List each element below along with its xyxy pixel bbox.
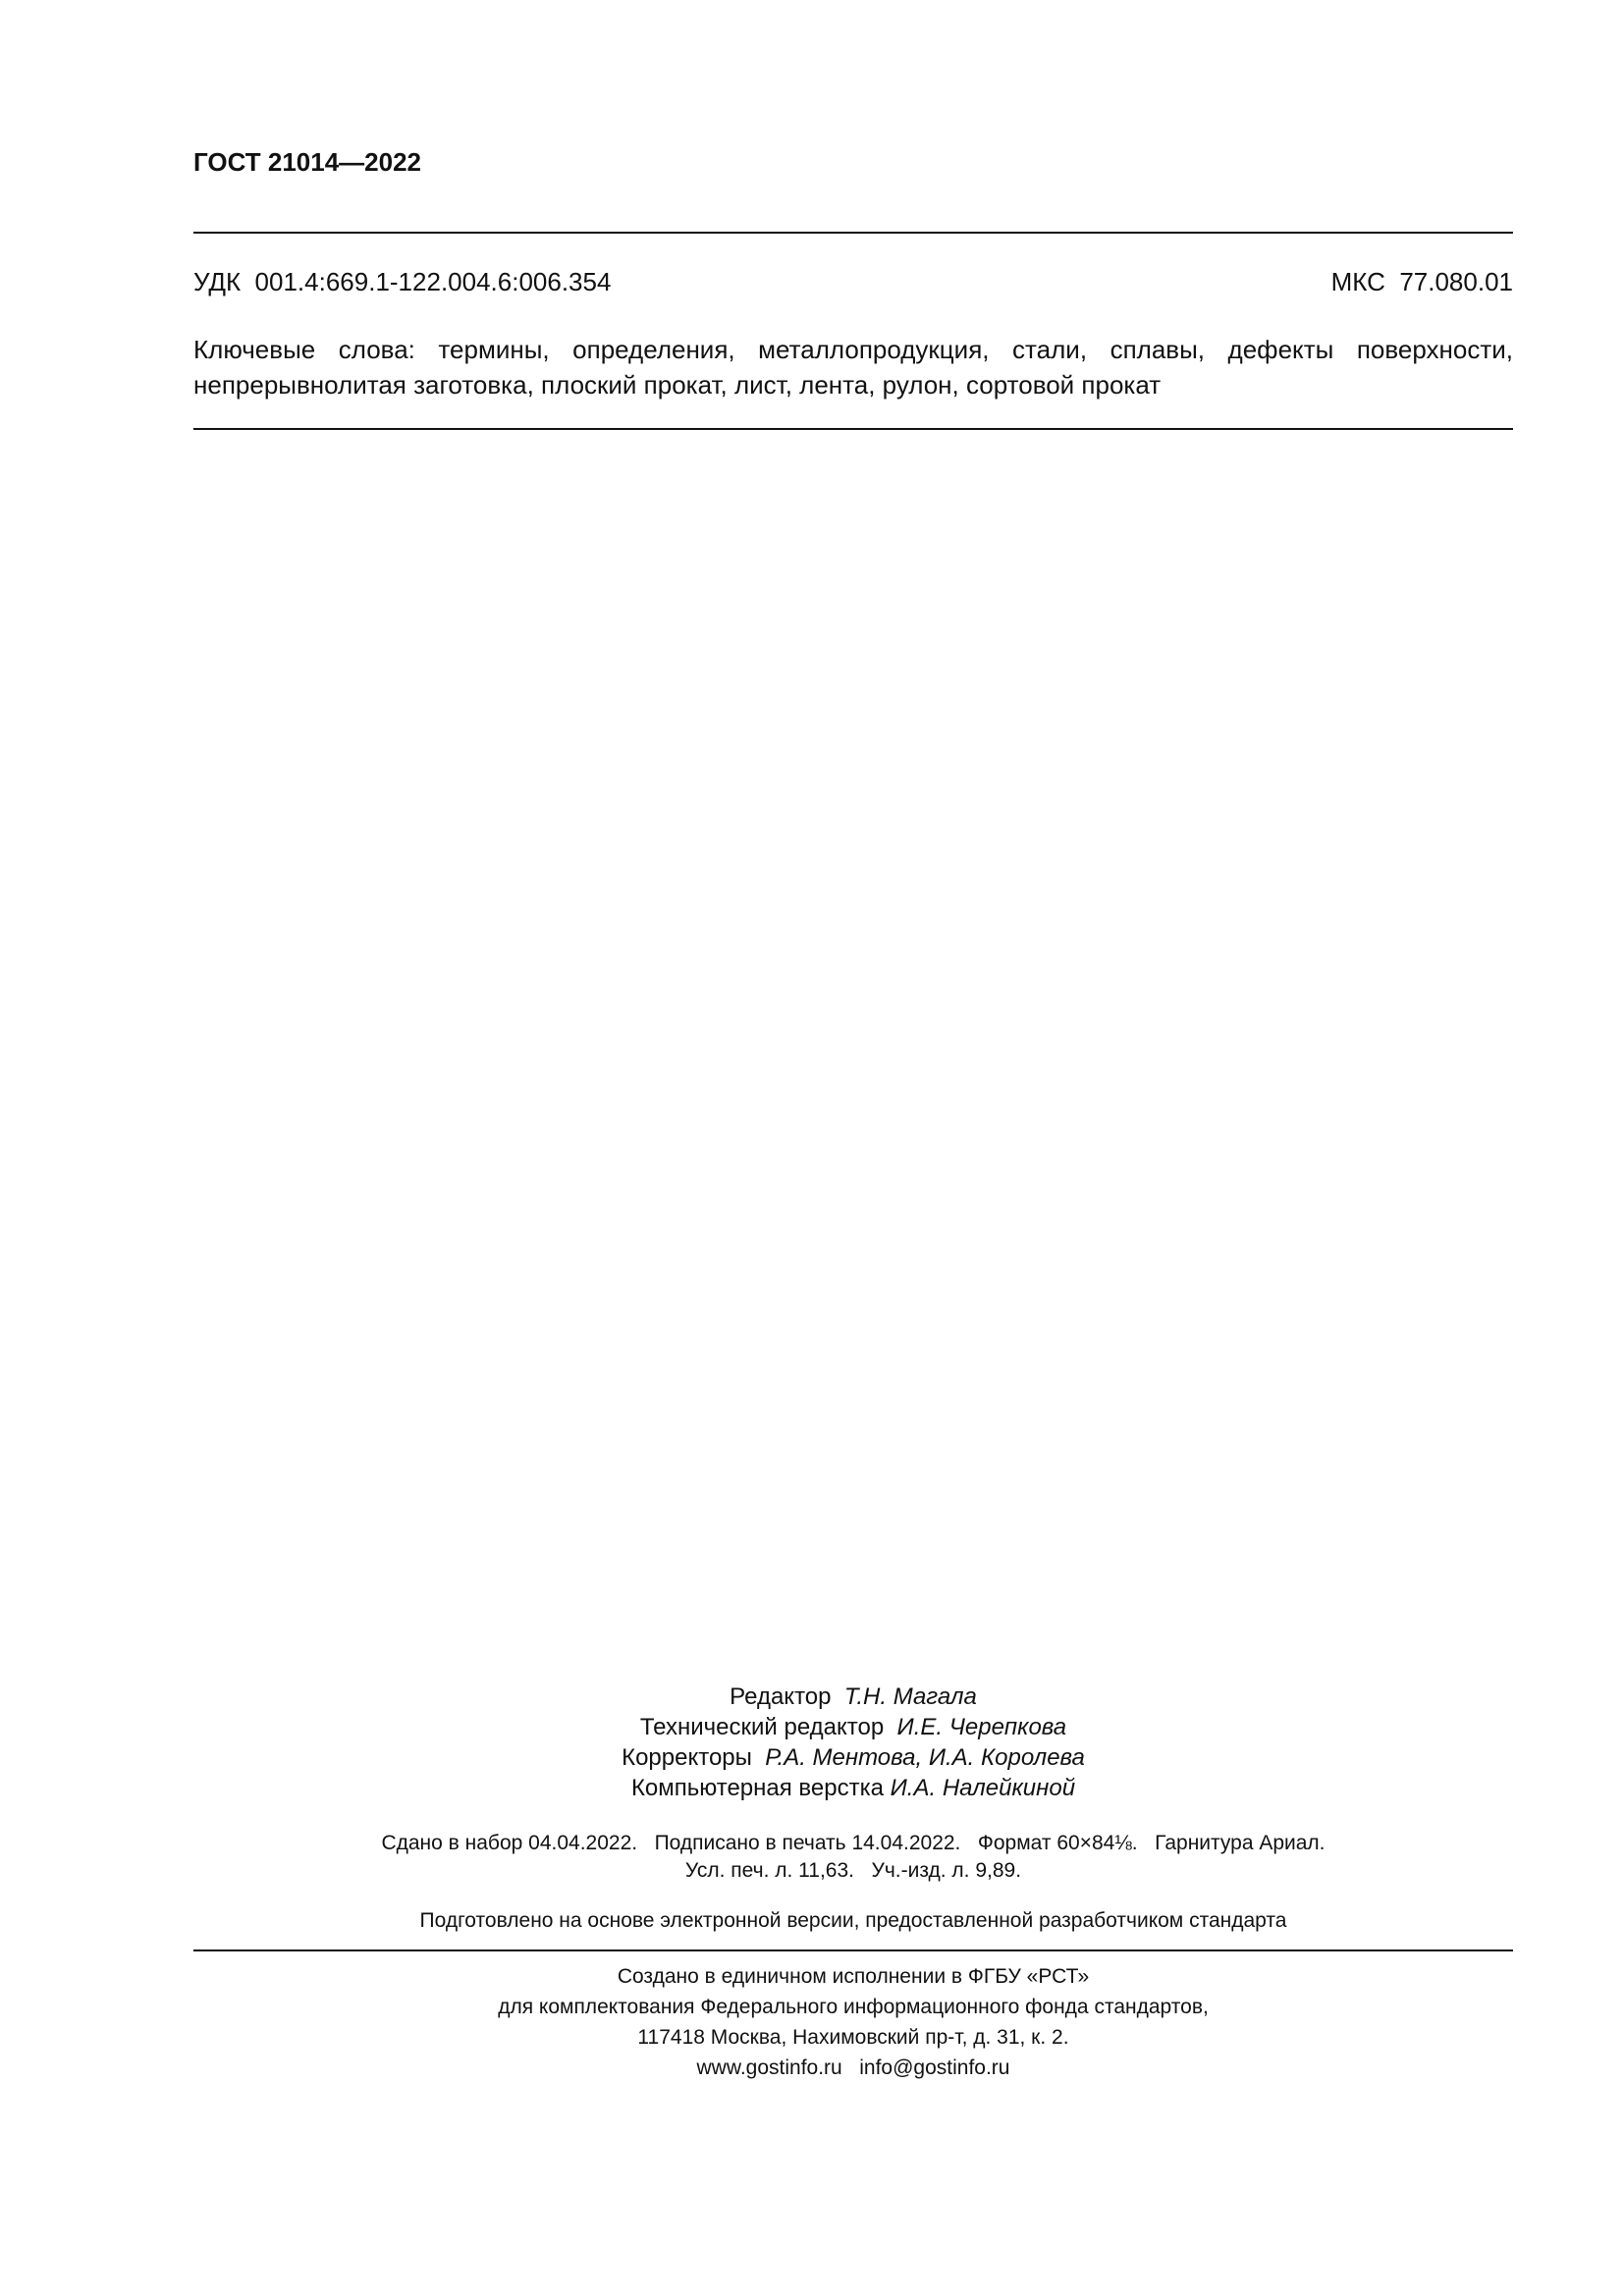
credit-technical-editor xyxy=(193,1712,1513,1742)
top-divider xyxy=(193,232,1513,234)
mks-code: МКС 77.080.01 xyxy=(1330,267,1513,296)
credit-editor xyxy=(193,1682,1513,1712)
credit-name: И.Е. Черепкова xyxy=(896,1714,1067,1740)
credit-layout xyxy=(193,1773,1513,1803)
credit-role: Технический редактор xyxy=(639,1714,885,1740)
classification-line xyxy=(193,267,1513,297)
credit-name: И.А. Налейкиной xyxy=(890,1775,1076,1801)
credit-proofreaders xyxy=(193,1742,1513,1773)
publisher-line: Создано в единичном исполнении в ФГБУ «РСТ» xyxy=(617,1965,1090,1988)
keywords-divider xyxy=(193,428,1513,430)
credit-role: Редактор xyxy=(730,1683,832,1710)
print-info xyxy=(193,1830,1513,1885)
udk-code: УДК 001.4:669.1-122.004.6:006.354 xyxy=(193,267,612,296)
print-info-line: Сдано в набор 04.04.2022. Подписано в печать 14.04.2022. Формат 60×84⅛. Гарнитура Ариал. xyxy=(381,1832,1326,1854)
document-code: ГОСТ 21014—2022 xyxy=(193,147,421,177)
publisher-line: для комплектования Федерального информационного фонда стандартов, xyxy=(498,1996,1209,2018)
editorial-credits xyxy=(193,1682,1513,1803)
prepared-note: Подготовлено на основе электронной версии, предоставленной разработчиком стандарта xyxy=(419,1909,1287,1932)
email-link[interactable]: info@gostinfo.ru xyxy=(859,2056,1010,2079)
publisher-contacts xyxy=(193,2053,1513,2083)
credit-role: Корректоры xyxy=(622,1744,752,1771)
bottom-divider xyxy=(193,1949,1513,1951)
publisher-info xyxy=(193,1961,1513,2083)
credit-name: Р.А. Ментова, И.А. Королева xyxy=(765,1744,1085,1771)
keywords-paragraph: Ключевые слова: термины, определения, металлопродукция, стали, сплавы, дефекты поверхности, непрерывнолитая заготовка, плоский прокат, лист, лента, рулон, сортовой прокат xyxy=(193,335,1513,400)
website-link[interactable]: www.gostinfo.ru xyxy=(696,2056,842,2079)
credit-name: Т.Н. Магала xyxy=(843,1683,977,1710)
print-info-line: Усл. печ. л. 11,63. Уч.-изд. л. 9,89. xyxy=(684,1859,1022,1882)
publisher-address: 117418 Москва, Нахимовский пр-т, д. 31, к. 2. xyxy=(637,2026,1069,2049)
credit-role: Компьютерная верстка xyxy=(630,1775,884,1801)
